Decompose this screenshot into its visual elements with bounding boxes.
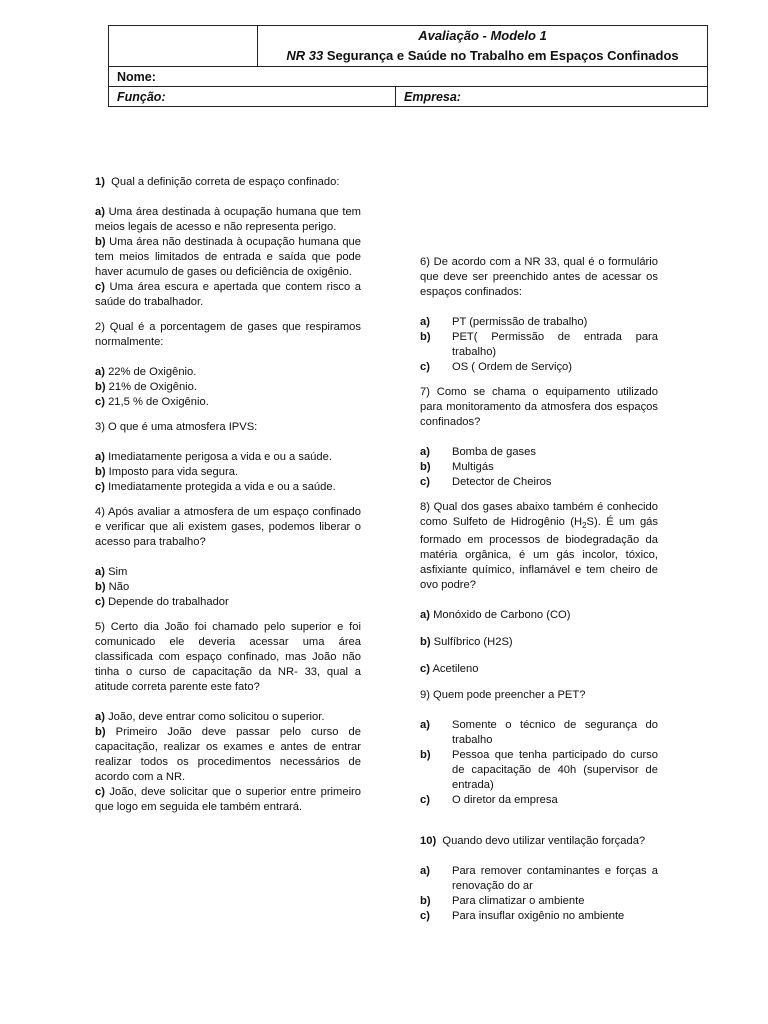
q10-b-text: Para climatizar o ambiente (452, 895, 585, 908)
q5-b-text: Primeiro João deve passar pelo curso de capacitação, realizar os exames e antes de entrar realizar todos os procedimentos necessários de acordo com a NR. (95, 726, 361, 783)
q4-c-key: c) (95, 596, 105, 608)
q4-option-c[interactable] (95, 595, 361, 610)
q9-b-text: Pessoa que tenha participado do curso de capacitação de 40h (supervisor de entrada) (452, 749, 658, 792)
title-rest: Segurança e Saúde no Trabalho em Espaços Confinados (323, 48, 679, 63)
q4-option-b[interactable] (95, 580, 361, 595)
header-table (108, 25, 708, 87)
question-3 (95, 420, 361, 495)
q1-b-text: Uma área não destinada à ocupação humana que tem meios limitados de entrada e saída que pode haver acumulo de gases ou deficiência de oxigênio. (95, 236, 362, 278)
q1-text: Qual a definição correta de espaço confinado: (111, 176, 340, 188)
right-column (420, 255, 658, 930)
q10-option-b[interactable] (420, 894, 658, 909)
q4-option-a[interactable] (95, 565, 361, 580)
q9-b-key: b) (420, 749, 431, 762)
q3-option-b[interactable] (95, 465, 361, 480)
q4-b-key: b) (95, 581, 106, 593)
q1-b-key: b) (95, 236, 106, 248)
q7-a-key: a) (420, 446, 430, 458)
question-8 (420, 500, 658, 677)
q5-c-key: c) (95, 786, 105, 798)
q6-option-a[interactable] (420, 315, 658, 330)
q2-b-text: 21% de Oxigênio. (108, 381, 197, 393)
q7-c-text: Detector de Cheiros (452, 476, 552, 488)
q4-a-text: Sim (108, 566, 128, 578)
q1-a-text: Uma área destinada à ocupação humana que tem meios legais de acesso e não representa perigo. (95, 206, 362, 233)
q9-option-c[interactable] (420, 793, 658, 808)
title-line-1: Avaliação - Modelo 1 (418, 28, 547, 43)
q7-b-key: b) (420, 461, 431, 473)
question-4 (95, 505, 361, 610)
q2-a-key: a) (95, 366, 105, 378)
q10-a-text: Para remover contaminantes e forças a renovação do ar (452, 865, 658, 893)
q3-text: 3) O que é uma atmosfera IPVS: (95, 421, 258, 433)
question-5 (95, 620, 361, 815)
q8-c-text: Acetileno (432, 663, 479, 676)
q10-text: Quando devo utilizar ventilação forçada? (442, 835, 646, 848)
q6-a-key: a) (420, 316, 430, 328)
q3-a-key: a) (95, 451, 105, 463)
empresa-field[interactable]: Empresa: (396, 87, 708, 107)
q10-option-a[interactable] (420, 864, 658, 894)
q9-text: 9) Quem pode preencher a PET? (420, 689, 586, 702)
q6-option-c[interactable] (420, 360, 658, 375)
q5-b-key: b) (95, 726, 106, 738)
q8-a-text: Monóxido de Carbono (CO) (433, 609, 571, 622)
q5-a-key: a) (95, 711, 105, 723)
q8-text-after: S). É um gás formado em processos de biodegradação da matéria orgânica, é um gás incolor, tóxico, asfixiante químico, inflamável e tem cheiro de ovo podre? (420, 516, 658, 592)
q2-a-text: 22% de Oxigênio. (108, 366, 197, 378)
q5-c-text: João, deve solicitar que o superior entre primeiro que logo em seguida ele também entrará. (95, 786, 362, 813)
q2-c-text: 21,5 % de Oxigênio. (108, 396, 209, 408)
q1-option-b[interactable] (95, 235, 361, 280)
question-7 (420, 385, 658, 490)
q9-option-a[interactable] (420, 718, 658, 748)
question-1 (95, 175, 361, 310)
question-6 (420, 255, 658, 375)
q2-option-a[interactable] (95, 365, 361, 380)
q7-text: 7) Como se chama o equipamento utilizado para monitoramento da atmosfera dos espaços confinados? (420, 386, 658, 428)
q3-b-key: b) (95, 466, 106, 478)
q5-option-c[interactable] (95, 785, 361, 815)
q8-b-text: Sulfíbrico (H2S) (433, 636, 513, 649)
q6-option-b[interactable] (420, 330, 658, 360)
q8-c-key: c) (420, 663, 430, 676)
q10-number: 10) (420, 835, 437, 848)
q3-b-text: Imposto para vida segura. (108, 466, 239, 478)
question-9 (420, 688, 658, 808)
q2-option-c[interactable] (95, 395, 361, 410)
q6-a-text: PT (permissão de trabalho) (452, 316, 588, 328)
q3-c-key: c) (95, 481, 105, 493)
q8-option-c[interactable] (420, 662, 658, 677)
q2-c-key: c) (95, 396, 105, 408)
q7-option-c[interactable] (420, 475, 658, 490)
q3-option-c[interactable] (95, 480, 361, 495)
q9-option-b[interactable] (420, 748, 658, 793)
title-line-2 (258, 46, 707, 66)
q1-option-a[interactable] (95, 205, 361, 235)
q7-a-text: Bomba de gases (452, 446, 536, 458)
q6-b-key: b) (420, 331, 431, 343)
q7-c-key: c) (420, 476, 430, 488)
q8-b-key: b) (420, 636, 431, 649)
q7-option-b[interactable] (420, 460, 658, 475)
q9-c-key: c) (420, 794, 430, 807)
q5-a-text: João, deve entrar como solicitou o superior. (108, 711, 325, 723)
q7-b-text: Multigás (452, 461, 494, 473)
info-table (108, 86, 708, 107)
q8-text-before: 8) Qual dos gases abaixo também é conhecido como Sulfeto de Hidrogênio (H (420, 501, 658, 528)
q5-text: 5) Certo dia João foi chamado pelo superior e foi comunicado ele deveria acessar uma área classificada com espaço confinado, mas João não tinha o curso de capacitação da NR- 33, qual a atitude correta parente este fato? (95, 621, 361, 693)
q1-number: 1) (95, 176, 105, 188)
q8-text (420, 500, 658, 593)
q10-a-key: a) (420, 865, 430, 878)
q1-c-text: Uma área escura e apertada que contem risco a saúde do trabalhador. (95, 281, 361, 308)
q2-option-b[interactable] (95, 380, 361, 395)
q8-a-key: a) (420, 609, 430, 622)
title-nr: NR 33 (286, 48, 324, 63)
q5-option-a[interactable] (95, 710, 361, 725)
q6-c-text: OS ( Ordem de Serviço) (452, 361, 572, 373)
logo-cell (109, 26, 258, 67)
title-cell (258, 26, 708, 67)
q1-c-key: c) (95, 281, 105, 293)
q6-text: 6) De acordo com a NR 33, qual é o formulário que deve ser preenchido antes de acessar os espaços confinados: (420, 256, 658, 298)
q1-option-c[interactable] (95, 280, 361, 310)
q8-option-b[interactable] (420, 635, 658, 650)
q9-c-text: O diretor da empresa (452, 794, 558, 807)
q6-b-text: PET( Permissão de entrada para trabalho) (452, 331, 658, 358)
q9-a-text: Somente o técnico de segurança do trabalho (452, 719, 658, 747)
q4-b-text: Não (108, 581, 130, 593)
q4-a-key: a) (95, 566, 105, 578)
q8-subscript: 2 (582, 521, 587, 531)
q6-c-key: c) (420, 361, 430, 373)
q3-option-a[interactable] (95, 450, 361, 465)
q4-text: 4) Após avaliar a atmosfera de um espaço confinado e verificar que ali existem gases, podemos liberar o acesso para trabalho? (95, 506, 361, 548)
q7-option-a[interactable] (420, 445, 658, 460)
q3-a-text: Imediatamente perigosa a vida e ou a saúde. (108, 451, 332, 463)
q2-b-key: b) (95, 381, 106, 393)
nome-field[interactable]: Nome: (109, 67, 708, 87)
q2-text: 2) Qual é a porcentagem de gases que respiramos normalmente: (95, 321, 361, 348)
left-column (95, 175, 361, 821)
q1-a-key: a) (95, 206, 105, 218)
q9-a-key: a) (420, 719, 430, 732)
q5-option-b[interactable] (95, 725, 361, 785)
funcao-field[interactable]: Função: (109, 87, 396, 107)
q10-c-key: c) (420, 910, 430, 923)
q3-c-text: Imediatamente protegida a vida e ou a saúde. (108, 481, 336, 493)
question-10 (420, 834, 658, 924)
q10-option-c[interactable] (420, 909, 658, 924)
question-2 (95, 320, 361, 410)
q4-c-text: Depende do trabalhador (108, 596, 229, 608)
q8-option-a[interactable] (420, 608, 658, 623)
q10-b-key: b) (420, 895, 431, 908)
q10-c-text: Para insuflar oxigênio no ambiente (452, 910, 625, 923)
